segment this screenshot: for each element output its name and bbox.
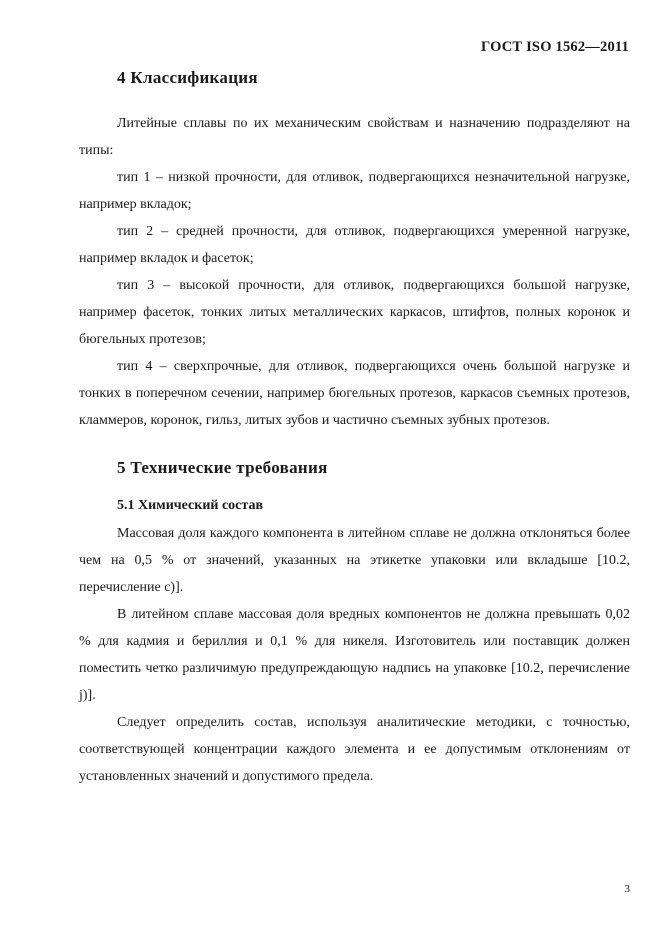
section-4-intro: Литейные сплавы по их механическим свойствам и назначению подразделяют на типы:	[79, 116, 630, 158]
document-header-standard: ГОСТ ISO 1562—2011	[481, 39, 629, 55]
page-content	[79, 68, 630, 790]
section-5-heading: 5 Технические требования	[117, 458, 328, 477]
chemical-composition-paragraph-2: В литейном сплаве массовая доля вредных компонентов не должна превышать 0,02 % для кадмия и бериллия и 0,1 % для никеля. Изготовитель или поставщик должен поместить четко различимую предупреждающую надпись на упаковке [10.2, перечисление j)].	[79, 607, 630, 703]
subsection-5-1-heading: 5.1 Химический состав	[117, 498, 264, 513]
page-number: 3	[624, 883, 630, 895]
chemical-composition-paragraph-3: Следует определить состав, используя аналитические методики, с точностью, соответствующей концентрации каждого элемента и ее допустимым отклонениям от установленных значений и допустимого предела.	[79, 715, 630, 784]
type-3-paragraph: тип 3 – высокой прочности, для отливок, подвергающихся большой нагрузке, например фасеток, тонких литых металлических каркасов, штифтов, полных коронок и бюгельных протезов;	[79, 278, 630, 347]
chemical-composition-paragraph-1: Массовая доля каждого компонента в литейном сплаве не должна отклоняться более чем на 0,5 % от значений, указанных на этикетке упаковки или вкладыше [10.2, перечисление с)].	[79, 526, 630, 595]
type-2-paragraph: тип 2 – средней прочности, для отливок, подвергающихся умеренной нагрузке, например вкладок и фасеток;	[79, 224, 630, 266]
section-4-heading: 4 Классификация	[117, 68, 258, 87]
type-1-paragraph: тип 1 – низкой прочности, для отливок, подвергающихся незначительной нагрузке, например вкладок;	[79, 170, 630, 212]
type-4-paragraph: тип 4 – сверхпрочные, для отливок, подвергающихся очень большой нагрузке и тонких в поперечном сечении, например бюгельных протезов, каркасов съемных протезов, кламмеров, коронок, гильз, литых зубов и частично съемных зубных протезов.	[79, 359, 630, 428]
